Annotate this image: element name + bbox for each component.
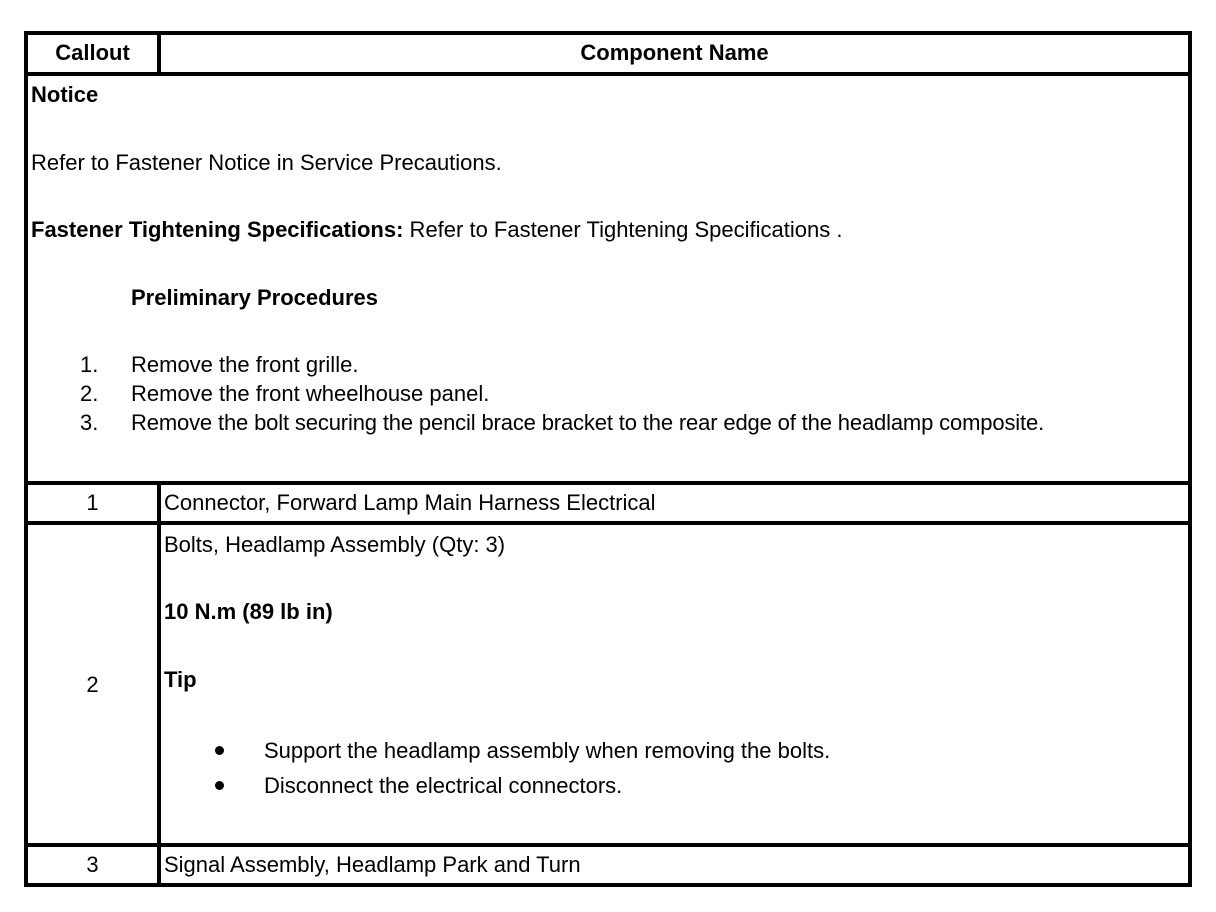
preliminary-title: Preliminary Procedures (131, 285, 379, 310)
row-2-tip: Disconnect the electrical connectors. (264, 773, 623, 798)
step-text: Remove the bolt securing the pencil brace bracket to the rear edge of the headlamp composite. (131, 410, 1045, 435)
header-callout-label: Callout (55, 40, 130, 65)
step-number: 1. (80, 352, 99, 377)
fastener-spec-text: Refer to Fastener Tightening Specifications . (403, 217, 843, 242)
fastener-spec-line (31, 219, 842, 241)
row-2-tip: Support the headlamp assembly when removing the bolts. (264, 738, 831, 763)
notice-text: Refer to Fastener Notice in Service Precautions. (31, 150, 502, 175)
row-2-name: Bolts, Headlamp Assembly (Qty: 3) (164, 532, 506, 557)
row-3-name: Signal Assembly, Headlamp Park and Turn (164, 852, 581, 877)
header-component-label: Component Name (580, 40, 769, 65)
step-number: 2. (80, 381, 99, 406)
row-2-callout: 2 (86, 672, 99, 697)
fastener-spec-label: Fastener Tightening Specifications: (31, 217, 404, 242)
step-text: Remove the front wheelhouse panel. (131, 381, 490, 406)
notice-title: Notice (31, 82, 99, 107)
row-2-tip-title: Tip (164, 667, 197, 692)
step-text: Remove the front grille. (131, 352, 359, 377)
row-3-callout: 3 (86, 852, 99, 877)
bullet-icon (215, 781, 224, 790)
row-1-callout: 1 (86, 490, 99, 515)
row-2-name-cell (157, 521, 1192, 847)
row-1-name: Connector, Forward Lamp Main Harness Electrical (164, 490, 656, 515)
bullet-icon (215, 746, 224, 755)
row-2-torque: 10 N.m (89 lb in) (164, 599, 333, 624)
step-number: 3. (80, 410, 99, 435)
